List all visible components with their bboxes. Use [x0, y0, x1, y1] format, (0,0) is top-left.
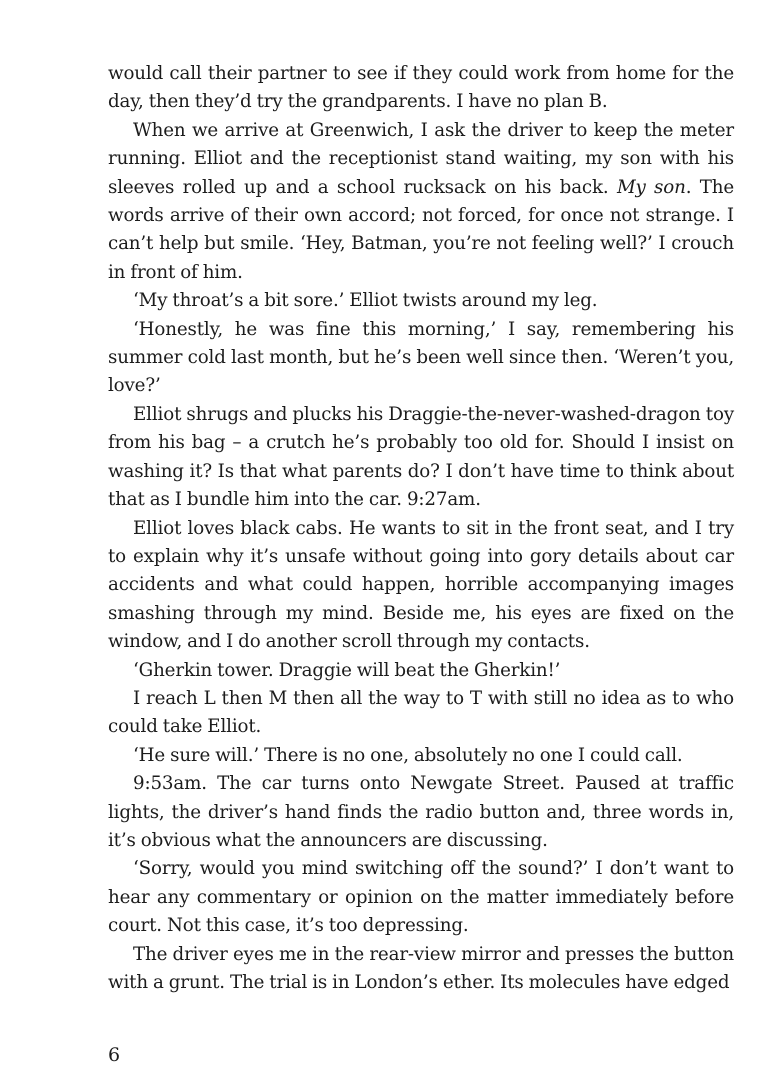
paragraph-text: Elliot loves black cabs. He wants to sit in the front seat, and I try to explain why it’s unsafe without going into gory details about car accidents and what could happen, horrible accompanying images smashing through my mind. Beside me, his eyes are fixed on the window, and I do another scroll through my contacts. [108, 517, 734, 653]
paragraph [108, 287, 734, 315]
paragraph [108, 685, 734, 742]
paragraph [108, 657, 734, 685]
paragraph-text: ‘Gherkin tower. Draggie will beat the Gherkin!’ [133, 659, 561, 681]
paragraph-text: The driver eyes me in the rear-view mirror and presses the button with a grunt. The trial is in London’s ether. Its molecules have edged [108, 943, 734, 993]
paragraph-text: ‘Sorry, would you mind switching off the sound?’ I don’t want to hear any commentary or opinion on the matter immediately before court. Not this case, it’s too depressing. [108, 858, 734, 937]
paragraph [108, 515, 734, 657]
paragraph [108, 60, 734, 117]
paragraph-text: ‘He sure will.’ There is no one, absolutely no one I could call. [133, 744, 683, 766]
emphasis-text: My son [616, 176, 686, 198]
paragraph-text: ‘My throat’s a bit sore.’ Elliot twists around my leg. [133, 290, 598, 312]
paragraph-text: ‘Honestly, he was fine this morning,’ I say, remembering his summer cold last month, but he’s been well since then. ‘Weren’t you, love?’ [108, 318, 734, 397]
paragraph [108, 117, 734, 287]
body-text [108, 60, 734, 997]
paragraph [108, 401, 734, 515]
page-number: 6 [108, 1044, 121, 1066]
paragraph [108, 742, 734, 770]
paragraph [108, 941, 734, 998]
paragraph-text: When we arrive at Greenwich, I ask the driver to keep the meter running. Elliot and the receptionist stand waiting, my son with his sleeves rolled up and a school rucksack on his back. [108, 119, 734, 198]
paragraph-text: would call their partner to see if they could work from home for the day, then they’d try the grandparents. I have no plan B. [108, 63, 734, 113]
paragraph [108, 316, 734, 401]
paragraph-text: 9:53am. The car turns onto Newgate Street. Paused at traffic lights, the driver’s hand finds the radio button and, three words in, it’s obvious what the announcers are discussing. [108, 773, 734, 851]
paragraph [108, 770, 734, 855]
paragraph-text: I reach L then M then all the way to T with still no idea as to who could take Elliot. [108, 687, 734, 738]
paragraph-text: . The words arrive of their own accord; not forced, for once not strange. I can’t help but smile. ‘Hey, Batman, you’re not feeling well?’ I crouch in front of him. [108, 176, 735, 283]
paragraph [108, 855, 734, 940]
paragraph-text: Elliot shrugs and plucks his Draggie-the-never-washed-dragon toy from his bag – a crutch he’s probably too old for. Should I insist on washing it? Is that what parents do? I don’t have time to think about that as I bundle him into the car. 9:27am. [108, 403, 734, 511]
